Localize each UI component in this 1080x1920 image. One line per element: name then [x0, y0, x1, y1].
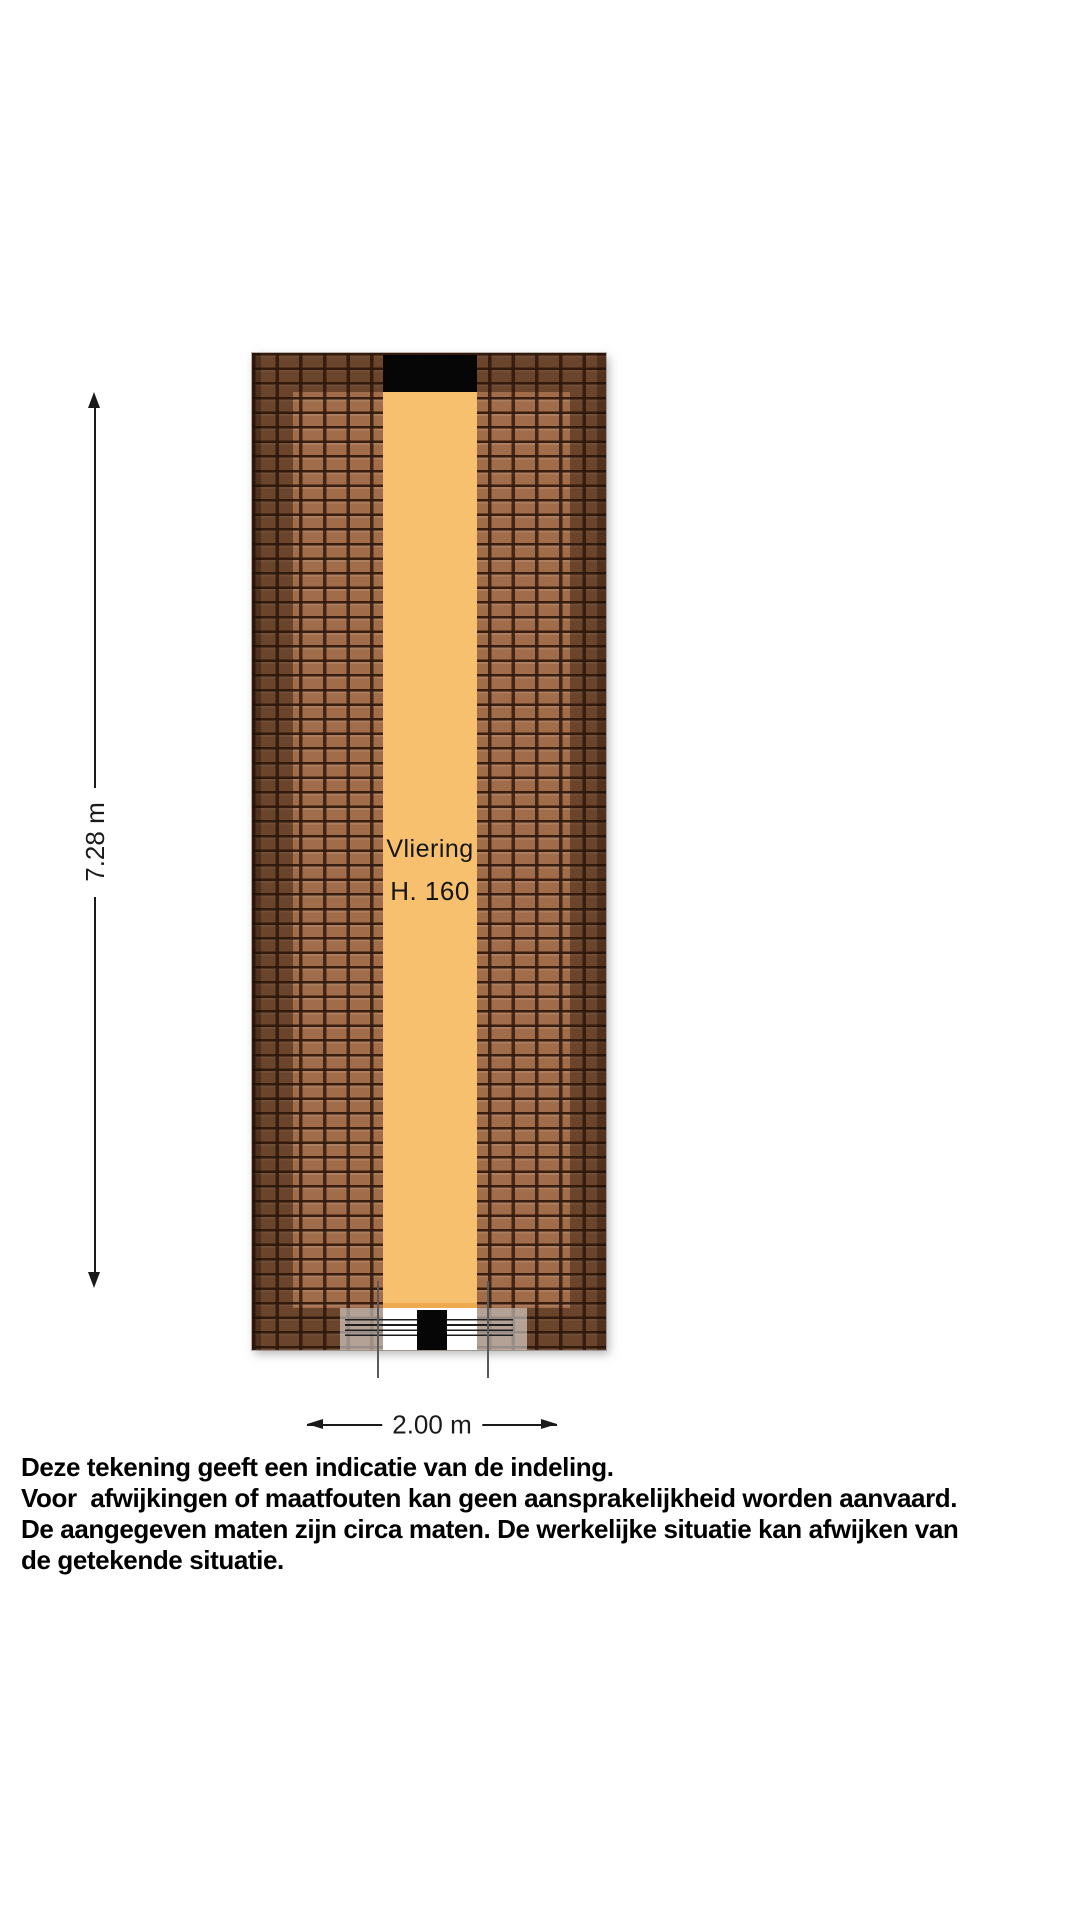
extension-line-right — [487, 1281, 489, 1378]
vertical-dimension-label: 7.28 m — [80, 802, 110, 882]
disclaimer-text — [21, 1452, 1069, 1576]
vertical-dimension-line-top — [94, 405, 96, 788]
room-labels — [383, 836, 477, 904]
roof-edge-left — [252, 353, 261, 1350]
chimney-block-top — [383, 355, 477, 392]
room-name-label: Vliering — [386, 835, 474, 863]
horizontal-dimension-label: 2.00 m — [382, 1410, 482, 1441]
extension-line-left — [377, 1281, 379, 1378]
vertical-dimension-line-bottom — [94, 897, 96, 1279]
disclaimer-line-4: de getekende situatie. — [21, 1545, 284, 1575]
roof-plan — [252, 353, 606, 1350]
room-height-label: H. 160 — [390, 876, 470, 906]
arrow-right-icon — [541, 1419, 557, 1429]
disclaimer-line-3: De aangegeven maten zijn circa maten. De werkelijke situatie kan afwijken van — [21, 1514, 959, 1544]
disclaimer-line-2: Voor afwijkingen of maatfouten kan geen aansprakelijkheid worden aanvaard. — [21, 1483, 958, 1513]
roof-edge-right — [597, 353, 606, 1350]
disclaimer-line-1: Deze tekening geeft een indicatie van de indeling. — [21, 1452, 614, 1482]
arrow-down-icon — [88, 1272, 100, 1288]
chimney-block-bottom — [417, 1310, 447, 1350]
